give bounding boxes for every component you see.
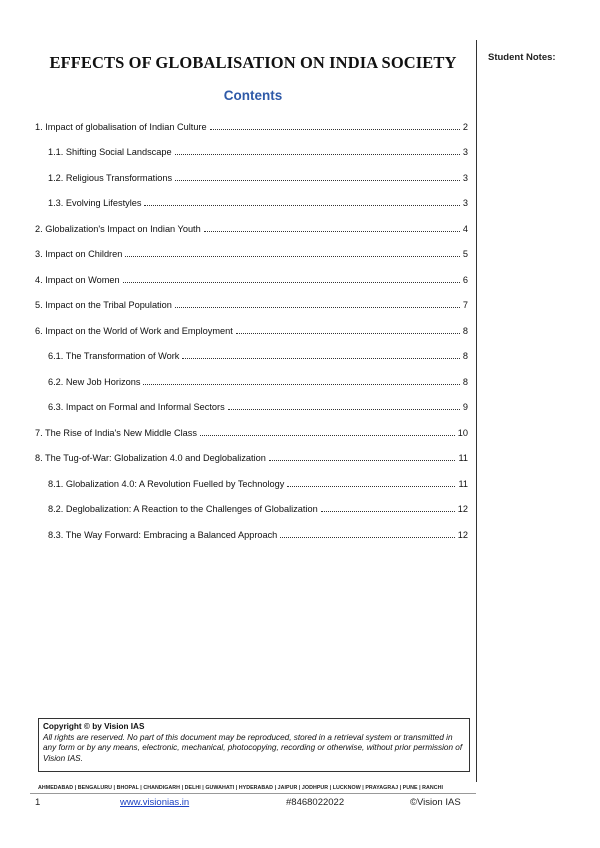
toc-entry-label: 1. Impact of globalisation of Indian Culture xyxy=(35,122,207,132)
copyright-box xyxy=(38,718,470,772)
page-content xyxy=(30,40,476,790)
toc-leader-dots xyxy=(125,255,460,257)
website-link[interactable]: www.visionias.in xyxy=(120,797,190,808)
footer-divider xyxy=(30,793,476,794)
contents-heading: Contents xyxy=(223,88,283,103)
toc-entry-page: 6 xyxy=(462,275,468,285)
toc-entry-page: 2 xyxy=(462,122,468,132)
toc-entry-label: 7. The Rise of India's New Middle Class xyxy=(35,428,197,438)
toc-entry-page: 11 xyxy=(458,453,468,463)
toc-leader-dots xyxy=(175,179,460,181)
toc-entry-page: 3 xyxy=(462,173,468,183)
phone-number: #8468022022 xyxy=(286,797,345,808)
toc-leader-dots xyxy=(175,306,460,308)
toc-entry[interactable] xyxy=(35,426,468,438)
toc-entry-label: 1.2. Religious Transformations xyxy=(48,173,173,183)
toc-entry-label: 6.1. The Transformation of Work xyxy=(48,351,180,361)
toc-leader-dots xyxy=(269,459,456,461)
toc-entry-label: 8.1. Globalization 4.0: A Revolution Fuelled by Technology xyxy=(48,479,285,489)
toc-entry-page: 12 xyxy=(457,504,468,514)
toc-entry[interactable] xyxy=(48,528,468,540)
toc-entry-page: 4 xyxy=(462,224,468,234)
toc-leader-dots xyxy=(321,510,455,512)
toc-leader-dots xyxy=(204,230,460,232)
toc-leader-dots xyxy=(280,536,454,538)
toc-leader-dots xyxy=(287,485,455,487)
page-number: 1 xyxy=(35,797,41,808)
toc-leader-dots xyxy=(123,281,460,283)
toc-entry-page: 8 xyxy=(462,326,468,336)
toc-entry-page: 5 xyxy=(462,249,468,259)
toc-entry-label: 1.3. Evolving Lifestyles xyxy=(48,198,142,208)
toc-entry-label: 6. Impact on the World of Work and Employment xyxy=(35,326,233,336)
toc-entry[interactable] xyxy=(48,400,468,412)
toc-leader-dots xyxy=(182,357,459,359)
toc-entry[interactable] xyxy=(35,120,468,132)
toc-entry-page: 9 xyxy=(462,402,468,412)
toc-entry-page: 8 xyxy=(462,351,468,361)
toc-entry[interactable] xyxy=(48,171,468,183)
notes-divider xyxy=(476,40,477,782)
city-list: AHMEDABAD | BENGALURU | BHOPAL | CHANDIGARH | DELHI | GUWAHATI | HYDERABAD | JAIPUR | JODHPUR | LUCKNOW | PRAYAGRAJ | PUNE | RANCHI xyxy=(38,785,444,791)
toc-leader-dots xyxy=(143,383,459,385)
toc-entry[interactable] xyxy=(35,298,468,310)
toc-leader-dots xyxy=(144,204,459,206)
toc-entry-page: 3 xyxy=(462,147,468,157)
toc-entry-label: 6.3. Impact on Formal and Informal Sectors xyxy=(48,402,225,412)
toc-entry[interactable] xyxy=(48,375,468,387)
toc-entry[interactable] xyxy=(35,451,468,463)
toc-entry[interactable] xyxy=(35,273,468,285)
toc-entry-label: 4. Impact on Women xyxy=(35,275,120,285)
toc-entry[interactable] xyxy=(35,222,468,234)
toc-leader-dots xyxy=(210,128,460,130)
student-notes-label: Student Notes: xyxy=(488,52,556,63)
toc-entry-page: 12 xyxy=(457,530,468,540)
toc-entry-page: 8 xyxy=(462,377,468,387)
copyright-text: All rights are reserved. No part of this document may be reproduced, stored in a retrieval system or transmitted in any form or by any means, electronic, mechanical, photocopying, recording or otherwise, without prior permission of Vision IAS. xyxy=(43,732,463,763)
copyright-title: Copyright © by Vision IAS xyxy=(43,722,145,731)
toc-entry-label: 5. Impact on the Tribal Population xyxy=(35,300,172,310)
toc-entry-label: 3. Impact on Children xyxy=(35,249,123,259)
toc-entry-label: 1.1. Shifting Social Landscape xyxy=(48,147,172,157)
toc-entry[interactable] xyxy=(48,145,468,157)
toc-entry-page: 10 xyxy=(457,428,468,438)
toc-entry-page: 11 xyxy=(458,479,468,489)
toc-entry-page: 3 xyxy=(462,198,468,208)
brand-label: ©Vision IAS xyxy=(410,797,461,808)
toc-entry[interactable] xyxy=(48,349,468,361)
toc-entry-label: 6.2. New Job Horizons xyxy=(48,377,141,387)
toc-entry[interactable] xyxy=(35,324,468,336)
toc-entry-label: 2. Globalization's Impact on Indian Youth xyxy=(35,224,201,234)
document-title: EFFECTS OF GLOBALISATION ON INDIA SOCIETY xyxy=(49,53,457,72)
toc-entry-label: 8.3. The Way Forward: Embracing a Balanced Approach xyxy=(48,530,278,540)
toc-entry[interactable] xyxy=(48,477,468,489)
toc-leader-dots xyxy=(236,332,460,334)
toc-entry[interactable] xyxy=(48,196,468,208)
toc-entry[interactable] xyxy=(48,502,468,514)
toc-entry-page: 7 xyxy=(462,300,468,310)
toc-leader-dots xyxy=(200,434,455,436)
toc-leader-dots xyxy=(175,153,460,155)
toc-leader-dots xyxy=(228,408,460,410)
toc-entry[interactable] xyxy=(35,247,468,259)
toc-entry-label: 8.2. Deglobalization: A Reaction to the Challenges of Globalization xyxy=(48,504,318,514)
toc-entry-label: 8. The Tug-of-War: Globalization 4.0 and Deglobalization xyxy=(35,453,266,463)
